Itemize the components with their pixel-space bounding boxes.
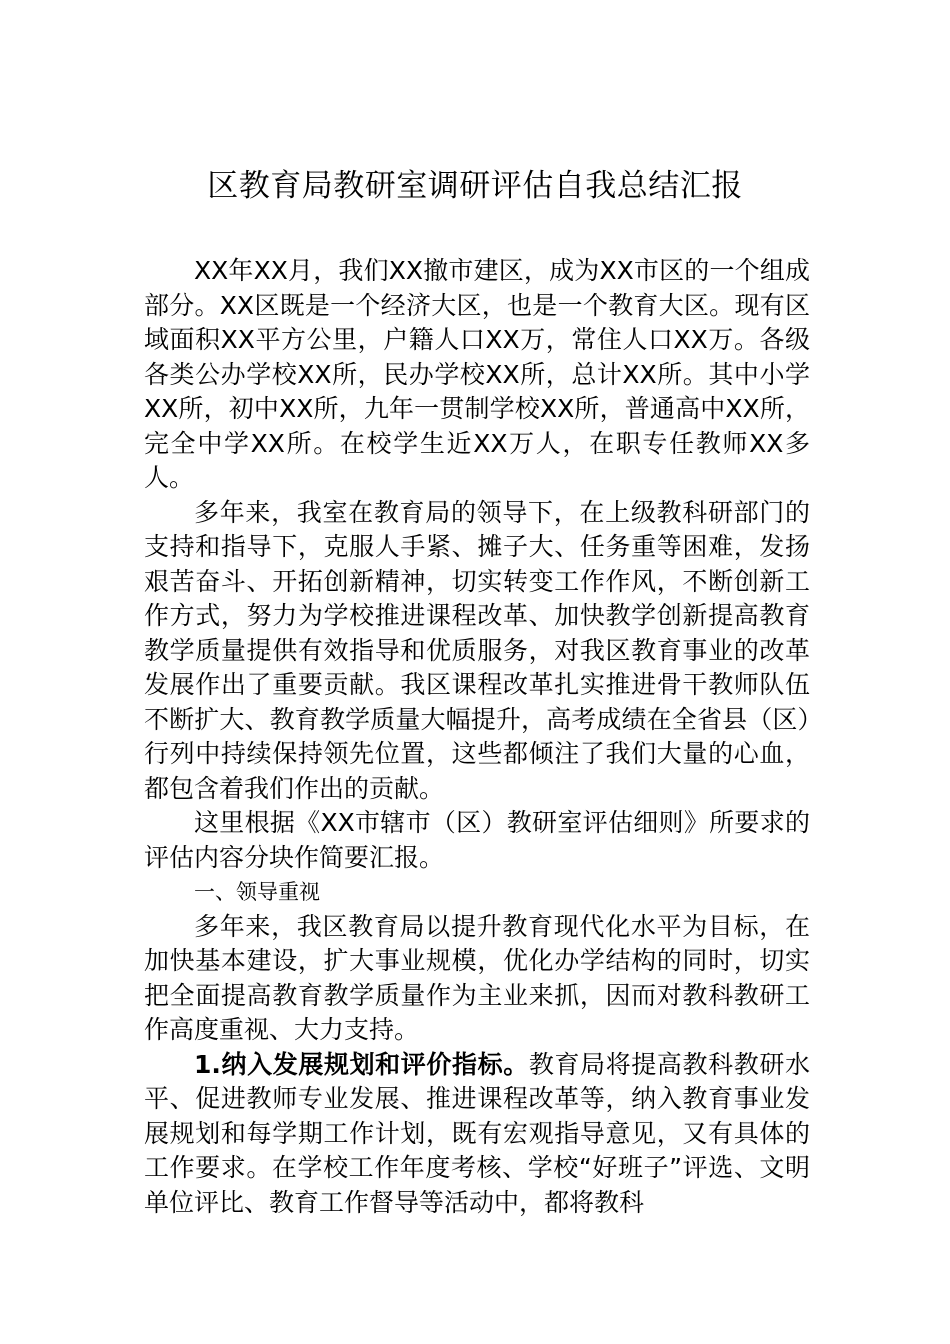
document-title: 区教育局教研室调研评估自我总结汇报 bbox=[207, 168, 743, 204]
document-body bbox=[144, 254, 810, 1220]
paragraph-report-scope: 这里根据《XX市辖市（区）教研室评估细则》所要求的评估内容分块作简要汇报。 bbox=[144, 808, 810, 872]
paragraph-item-1 bbox=[144, 1048, 810, 1221]
item-1-lead: 1.纳入发展规划和评价指标。 bbox=[194, 1049, 529, 1079]
paragraph-intro: XX年XX月，我们XX撤市建区，成为XX市区的一个组成部分。XX区既是一个经济大区，也是一个教育大区。现有区域面积XX平方公里，户籍人口XX万，常住人口XX万。各级各类公办学校XX所，民办学校XX所，总计XX所。其中小学XX所，初中XX所，九年一贯制学校XX所，普通高中XX所，完全中学XX所。在校学生近XX万人，在职专任教师XX多人。 bbox=[144, 256, 810, 492]
section-heading-leadership: 一、领导重视 bbox=[194, 880, 320, 904]
item-1-text: 教育局将提高教科教研水平、促进教师专业发展、推进课程改革等，纳入教育事业发展规划和每学期工作计划，既有宏观指导意见，又有具体的工作要求。在学校工作年度考核、学校“好班子”评选、文明单位评比、教育工作督导等活动中，都将教科 bbox=[144, 1049, 810, 1217]
paragraph-leadership: 多年来，我区教育局以提升教育现代化水平为目标，在加快基本建设，扩大事业规模，优化办学结构的同时，切实把全面提高教育教学质量作为主业来抓，因而对教科教研工作高度重视、大力支持。 bbox=[144, 911, 810, 1044]
paragraph-achievements: 多年来，我室在教育局的领导下，在上级教科研部门的支持和指导下，克服人手紧、摊子大、任务重等困难，发扬艰苦奋斗、开拓创新精神，切实转变工作作风，不断创新工作方式，努力为学校推进课程改革、加快教学创新提高教育教学质量提供有效指导和优质服务，对我区教育事业的改革发展作出了重要贡献。我区课程改革扎实推进骨干教师队伍不断扩大、教育教学质量大幅提升，高考成绩在全省县（区）行列中持续保持领先位置，这些都倾注了我们大量的心血，都包含着我们作出的贡献。 bbox=[144, 497, 810, 803]
